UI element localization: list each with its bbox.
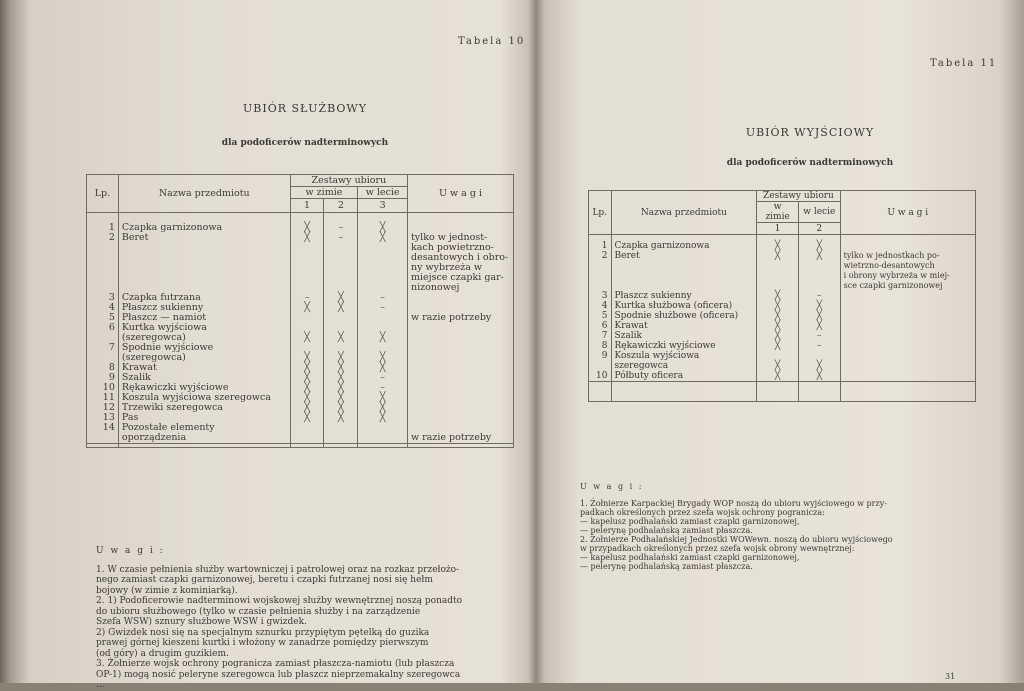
cell-name: Rękawiczki wyjściowe <box>614 341 716 351</box>
col-mark-2 <box>798 235 840 382</box>
cell-note <box>844 371 972 381</box>
cell-note <box>844 341 972 351</box>
cell-m1 <box>294 423 321 433</box>
header-col-3: 3 <box>358 199 408 213</box>
cell-m3 <box>361 313 404 323</box>
cell-name: Czapka garnizonowa <box>614 241 710 251</box>
cell-m2: ╳ <box>337 352 344 363</box>
cell-m3: ╳ <box>379 232 386 243</box>
notes-section <box>96 546 516 691</box>
header-lp: Lp. <box>87 175 119 213</box>
cell-note <box>844 321 972 331</box>
header-name: Nazwa przedmiotu <box>611 191 757 235</box>
cell-name <box>122 243 287 253</box>
cell-note: w razie potrzeby <box>410 432 492 443</box>
cell-note <box>844 291 972 301</box>
cell-note <box>411 383 510 393</box>
cell-lp: 13 <box>102 412 115 423</box>
cell-m1: ╳ <box>774 251 781 261</box>
cell-name: Pozostałe elementy <box>121 422 215 433</box>
cell-m1: ╳ <box>774 321 781 331</box>
cell-lp: 14 <box>102 422 115 433</box>
cell-name: Kurtka wyjściowa <box>121 322 207 333</box>
cell-name: oporządzenia <box>121 432 187 443</box>
table-body <box>589 235 976 382</box>
cell-lp: 8 <box>108 362 115 373</box>
cell-m2: ╳ <box>337 402 344 413</box>
cell-m2 <box>802 281 837 291</box>
col-note <box>407 213 513 444</box>
cell-lp: 6 <box>601 321 608 331</box>
cell-name: Czapka garnizonowa <box>121 222 223 233</box>
note-line: bojowy (w zimie z kominiarką). <box>96 585 238 596</box>
cell-lp <box>90 433 115 443</box>
cell-lp: 10 <box>596 371 608 381</box>
col-note <box>840 235 975 382</box>
header-summer: w lecie <box>798 202 840 223</box>
cell-lp: 7 <box>108 342 115 353</box>
cell-m1: ╳ <box>304 392 310 403</box>
cell-lp <box>592 271 608 281</box>
cell-m2: ╳ <box>816 251 822 261</box>
cell-lp: 6 <box>108 322 115 333</box>
right-page <box>540 0 1024 683</box>
cell-m1: ╳ <box>774 361 781 371</box>
cell-m1: ╳ <box>774 301 781 311</box>
cell-note: nizonowej <box>410 282 460 293</box>
cell-lp <box>592 281 608 291</box>
cell-m2 <box>802 261 837 271</box>
cell-m1: ╳ <box>304 232 310 243</box>
cell-note: miejsce czapki gar- <box>410 272 504 283</box>
page-subtitle: dla podoficerów nadterminowych <box>221 138 389 148</box>
cell-lp: 9 <box>601 351 608 361</box>
note-line: — pelerynę podhalańską zamiast płaszcza. <box>580 526 753 535</box>
header-lp: Lp. <box>589 191 612 235</box>
cell-note: w razie potrzeby <box>410 312 492 323</box>
cell-lp: 2 <box>601 251 608 261</box>
note-line: w przypadkach określonych przez szefa wojsk obrony wewnętrznej: <box>580 544 855 553</box>
note-line: — kapelusz podhalański zamiast czapki garnizonowej, <box>580 517 800 526</box>
note-line: 1. Żołnierze Karpackiej Brygady WOP noszą do ubioru wyjściowego w przy- <box>580 499 887 508</box>
cell-note <box>411 363 510 373</box>
notes-section <box>580 482 980 571</box>
col-mark-3 <box>358 213 408 444</box>
cell-name: Płaszcz — namiot <box>121 312 207 323</box>
note-line: nego zamiast czapki garnizonowej, beretu i czapki futrzanej nosi się hełm <box>96 575 433 585</box>
note-line: 2) Gwizdek nosi się na specjalnym sznurku przypiętym pętelką do guzika <box>96 627 430 638</box>
note-line: — kapelusz podhalański zamiast czapki garnizonowej, <box>580 553 800 562</box>
header-sets: Zestawy ubioru <box>757 191 840 202</box>
table-body <box>87 213 514 444</box>
page-subtitle: dla podoficerów nadterminowych <box>726 158 894 168</box>
col-name <box>611 235 757 382</box>
cell-m3: ╳ <box>379 362 386 373</box>
cell-name <box>122 263 287 273</box>
cell-name: Szalik <box>121 372 151 383</box>
cell-m1: ╳ <box>304 382 310 393</box>
cell-m3 <box>361 433 404 443</box>
cell-m1 <box>294 253 321 263</box>
cell-m2 <box>327 313 354 323</box>
cell-note <box>411 343 510 353</box>
cell-m2: ╳ <box>337 362 344 373</box>
cell-m1: ╳ <box>304 302 310 313</box>
cell-note <box>844 361 972 371</box>
cell-name <box>122 273 287 283</box>
cell-name: Krawat <box>121 362 157 373</box>
header-winter: w zimie <box>757 202 799 223</box>
header-sets: Zestawy ubioru <box>290 175 407 187</box>
cell-m3 <box>361 423 404 433</box>
note-line: 1. W czasie pełnienia służby wartowniczej i patrolowej oraz na rozkaz przełożo- <box>96 564 460 575</box>
cell-name: Koszula wyjściowa <box>614 351 700 361</box>
cell-name: Spodnie wyjściowe <box>121 342 214 353</box>
header-col-2: 2 <box>324 199 358 213</box>
cell-note <box>411 373 510 383</box>
cell-name: (szeregowca) <box>121 332 186 343</box>
cell-m1: ╳ <box>304 402 310 413</box>
header-col-1: 1 <box>757 223 799 235</box>
cell-m1 <box>294 243 321 253</box>
cell-name <box>615 281 754 291</box>
cell-note <box>411 333 510 343</box>
cell-m2 <box>327 433 354 443</box>
cell-note <box>844 241 972 251</box>
cell-m3: ╳ <box>379 412 386 423</box>
cell-lp <box>90 273 115 283</box>
col-name <box>118 213 290 444</box>
table-number: Tabela 11 <box>930 58 998 69</box>
cell-note <box>411 323 510 333</box>
cell-m3: – <box>380 302 385 313</box>
cell-name: Czapka futrzana <box>121 292 201 303</box>
note-line: 3. Żołnierze wojsk ochrony pogranicza zamiast płaszcza-namiotu (lub płaszcza <box>96 659 455 669</box>
cell-m2: ╳ <box>816 301 822 311</box>
cell-name: Płaszcz sukienny <box>614 291 692 301</box>
cell-lp: 4 <box>108 302 115 313</box>
cell-m2: – <box>817 331 822 341</box>
cell-m2 <box>327 273 354 283</box>
cell-name: Szalik <box>614 331 642 341</box>
cell-m2 <box>327 243 354 253</box>
cell-m3: ╳ <box>379 352 386 363</box>
cell-lp: 2 <box>108 232 115 243</box>
cell-lp <box>90 243 115 253</box>
table-number: Tabela 10 <box>458 36 526 47</box>
header-winter: w zimie <box>290 187 358 199</box>
cell-m2 <box>327 253 354 263</box>
cell-note <box>844 301 972 311</box>
cell-note <box>411 393 510 403</box>
cell-name: Beret <box>121 232 149 243</box>
cell-m1 <box>294 433 321 443</box>
cell-m2: ╳ <box>337 392 344 403</box>
cell-m1: ╳ <box>774 341 781 351</box>
cell-name: Trzewiki szeregowca <box>121 402 223 413</box>
cell-lp: 3 <box>108 292 115 303</box>
cell-note <box>411 403 510 413</box>
cell-m2: ╳ <box>337 382 344 393</box>
cell-m1 <box>760 271 795 281</box>
cell-m3 <box>361 253 404 263</box>
cell-lp: 9 <box>108 372 115 383</box>
cell-note: sce czapki garnizonowej <box>843 281 943 290</box>
cell-m1: ╳ <box>774 291 781 301</box>
cell-lp <box>90 253 115 263</box>
cell-note: kach powietrzno- <box>410 242 494 253</box>
cell-m3 <box>361 263 404 273</box>
cell-m1: ╳ <box>774 311 781 321</box>
cell-note <box>844 331 972 341</box>
cell-m3: – <box>380 292 385 303</box>
col-mark-1 <box>290 213 324 444</box>
cell-lp: 10 <box>102 382 115 393</box>
cell-m2 <box>802 271 837 281</box>
uniform-table <box>588 190 976 402</box>
cell-lp: 7 <box>601 331 608 341</box>
cell-m1: – <box>304 292 310 303</box>
cell-m2: – <box>338 232 344 243</box>
cell-m2: ╳ <box>816 361 822 371</box>
header-remarks: U w a g i <box>840 191 975 235</box>
cell-name: Półbuty oficera <box>614 371 684 381</box>
cell-lp: 3 <box>601 291 608 301</box>
col-mark-2 <box>324 213 358 444</box>
cell-m2: ╳ <box>816 371 822 381</box>
cell-m2: ╳ <box>337 292 344 303</box>
cell-m1 <box>760 281 795 291</box>
page-number: 31 <box>945 672 956 681</box>
cell-m1: ╳ <box>774 241 781 251</box>
cell-m1: ╳ <box>304 412 310 423</box>
cell-m1 <box>760 261 795 271</box>
cell-m1 <box>294 273 321 283</box>
cell-m3: ╳ <box>379 402 386 413</box>
cell-lp <box>592 261 608 271</box>
note-line: — pelerynę podhalańską zamiast płaszcza. <box>580 562 753 571</box>
cell-name: Kurtka służbowa (oficera) <box>614 301 733 311</box>
cell-note: desantowych i obro- <box>410 252 509 263</box>
cell-name <box>615 271 754 281</box>
cell-m2 <box>327 263 354 273</box>
cell-m1: ╳ <box>304 222 310 233</box>
notes-heading: U w a g i : <box>580 482 644 491</box>
page-title: UBIÓR WYJŚCIOWY <box>745 126 875 139</box>
cell-m3: ╳ <box>379 332 386 343</box>
cell-note <box>844 351 972 361</box>
col-lp <box>589 235 612 382</box>
cell-lp: 11 <box>102 392 115 403</box>
cell-note <box>411 293 510 303</box>
cell-note <box>844 311 972 321</box>
cell-m2: ╳ <box>337 412 344 423</box>
cell-name: Koszula wyjściowa szeregowca <box>121 392 271 403</box>
cell-lp: 12 <box>102 402 115 413</box>
cell-m3 <box>361 273 404 283</box>
header-col-1: 1 <box>290 199 324 213</box>
header-summer: w lecie <box>358 187 408 199</box>
cell-lp: 1 <box>108 222 115 233</box>
cell-name: Beret <box>614 251 640 261</box>
cell-name <box>615 261 754 271</box>
cell-lp: 8 <box>601 341 608 351</box>
note-line: Szefa WSW) sznury służbowe WSW i gwizdek. <box>96 617 307 627</box>
cell-m3: ╳ <box>379 392 386 403</box>
cell-name: Płaszcz sukienny <box>121 302 204 313</box>
cell-lp: 5 <box>601 311 608 321</box>
cell-m3: – <box>380 372 385 383</box>
header-remarks: U w a g i <box>407 175 513 213</box>
cell-m2 <box>802 351 837 361</box>
cell-m1 <box>294 313 321 323</box>
cell-name: Rękawiczki wyjściowe <box>121 382 229 393</box>
header-col-2: 2 <box>798 223 840 235</box>
cell-note: tylko w jednost- <box>410 232 488 243</box>
uniform-table <box>86 174 514 448</box>
cell-note: i obrony wybrzeża w miej- <box>843 271 950 280</box>
cell-m1: ╳ <box>774 371 781 381</box>
cell-name: (szeregowca) <box>121 352 186 363</box>
cell-lp: 1 <box>601 241 608 251</box>
cell-m2: ╳ <box>337 302 344 313</box>
cell-name: szeregowca <box>614 361 669 371</box>
note-line: 2. Żołnierze Podhalańskiej Jednostki WOWewn. noszą do ubioru wyjściowego <box>580 535 893 544</box>
cell-m2: – <box>817 341 822 351</box>
header-name: Nazwa przedmiotu <box>118 175 290 213</box>
cell-m2: ╳ <box>337 332 344 343</box>
cell-m1 <box>760 351 795 361</box>
note-line: do ubioru służbowego (tylko w czasie pełnienia służby i na zarządzenie <box>96 606 421 617</box>
cell-m2: ╳ <box>337 372 344 383</box>
note-line: OP-1) mogą nosić peleryne szeregowca lub płaszcz nieprzemakalny szeregowca <box>96 669 461 680</box>
cell-m1: ╳ <box>304 332 310 343</box>
cell-m1: ╳ <box>774 331 781 341</box>
col-lp <box>87 213 119 444</box>
cell-name: Pas <box>121 412 139 423</box>
cell-m1 <box>294 263 321 273</box>
cell-note <box>411 353 510 363</box>
note-line: (od góry) a drugim guzikiem. <box>96 648 229 659</box>
col-mark-1 <box>757 235 799 382</box>
note-line: 2. 1) Podoficerowie nadterminowi wojskowej służby wewnętrznej noszą ponadto <box>96 596 463 606</box>
cell-note: ny wybrzeża w <box>410 262 483 273</box>
cell-m2: – <box>338 222 344 233</box>
cell-m1: ╳ <box>304 352 310 363</box>
cell-m3 <box>361 243 404 253</box>
cell-name: Krawat <box>614 321 648 331</box>
cell-name: Spodnie służbowe (oficera) <box>614 311 739 321</box>
note-line: prawej górnej kieszeni kurtki i włożony w zanadrze pomiędzy pierwszym <box>96 638 429 648</box>
cell-m1: ╳ <box>304 362 310 373</box>
cell-lp <box>90 263 115 273</box>
cell-m2: – <box>817 291 822 301</box>
cell-m3: ╳ <box>379 222 386 233</box>
cell-note <box>411 413 510 423</box>
cell-m2: ╳ <box>816 321 822 331</box>
cell-note: wietrzno-desantowych <box>843 261 935 270</box>
cell-name <box>122 253 287 263</box>
cell-m3: – <box>380 382 385 393</box>
cell-note: tylko w jednostkach po- <box>843 251 940 260</box>
cell-lp: 5 <box>108 312 115 323</box>
cell-lp: 4 <box>601 301 608 311</box>
notes-heading: U w a g i : <box>96 546 165 556</box>
note-line: ... <box>96 680 105 690</box>
cell-m2 <box>327 423 354 433</box>
cell-m2: ╳ <box>816 241 822 251</box>
page-title: UBIÓR SŁUŻBOWY <box>243 102 367 115</box>
cell-m1: ╳ <box>304 372 310 383</box>
cell-lp <box>592 361 608 371</box>
note-line: padkach określonych przez szefa wojsk ochrony pogranicza: <box>580 508 825 517</box>
cell-m2: ╳ <box>816 311 822 321</box>
